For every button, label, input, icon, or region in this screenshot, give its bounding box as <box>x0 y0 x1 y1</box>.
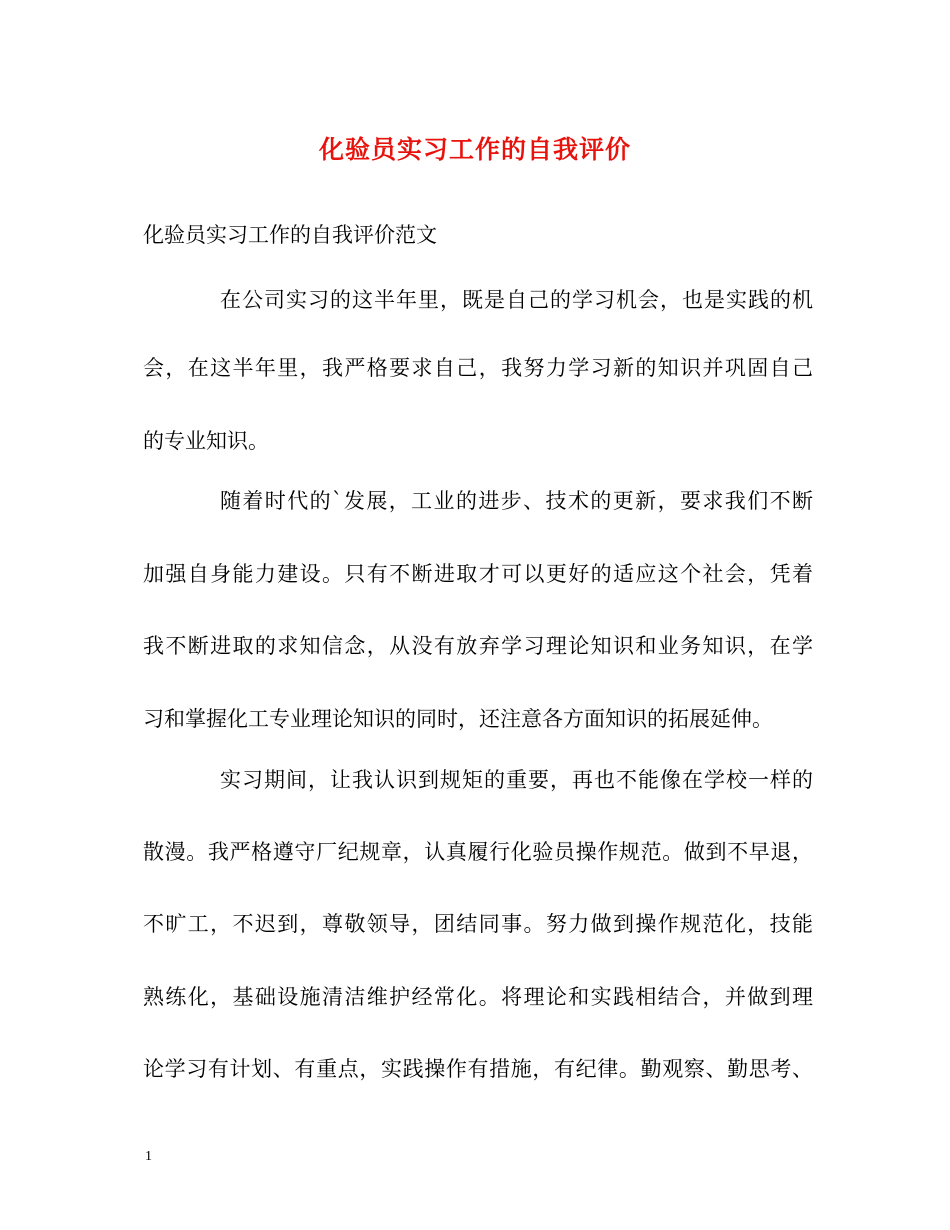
paragraph-line: 实习期间，让我认识到规矩的重要，再也不能像在学校一样的 <box>220 768 813 792</box>
paragraph-line: 论学习有计划、有重点，实践操作有措施，有纪律。勤观察、勤思考、 <box>143 1057 813 1081</box>
paragraph-line: 我不断进取的求知信念，从没有放弃学习理论知识和业务知识，在学 <box>143 634 813 658</box>
page-number: 1 <box>145 1149 152 1164</box>
paragraph-line: 不旷工，不迟到，尊敬领导，团结同事。努力做到操作规范化，技能 <box>143 912 813 936</box>
paragraph-line: 会，在这半年里，我严格要求自己，我努力学习新的知识并巩固自己 <box>143 356 813 380</box>
paragraph-line: 加强自身能力建设。只有不断进取才可以更好的适应这个社会，凭着 <box>143 562 813 586</box>
document-subtitle: 化验员实习工作的自我评价范文 <box>143 223 437 247</box>
paragraph-line: 在公司实习的这半年里，既是自己的学习机会，也是实践的机 <box>220 288 813 312</box>
paragraph-line: 的专业知识。 <box>143 429 269 453</box>
document-title: 化验员实习工作的自我评价 <box>318 135 631 164</box>
paragraph-line: 熟练化，基础设施清洁维护经常化。将理论和实践相结合，并做到理 <box>143 985 813 1009</box>
paragraph-line: 散漫。我严格遵守厂纪规章，认真履行化验员操作规范。做到不早退， <box>143 840 813 864</box>
paragraph-line: 习和掌握化工专业理论知识的同时，还注意各方面知识的拓展延伸。 <box>143 707 773 731</box>
paragraph-line: 随着时代的`发展，工业的进步、技术的更新，要求我们不断 <box>220 489 813 513</box>
